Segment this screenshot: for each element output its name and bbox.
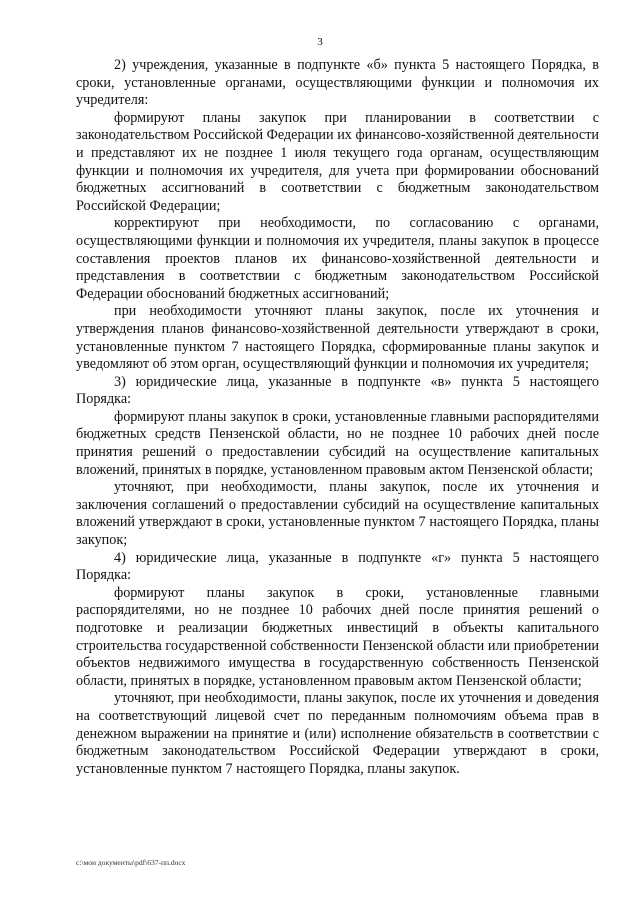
paragraph-item-3: 3) юридические лица, указанные в подпункте «в» пункта 5 настоящего Порядка: <box>76 373 599 408</box>
paragraph-form-plans: формируют планы закупок при планировании в соответствии с законодательством Российской Федерации их финансово-хозяйственной деятельности и представляют их не позднее 1 июля текущего года органам, осуществляющим функции и полномочия их учредителя, для учета при формировании обоснований бюджетных ассигнований в соответствии с бюджетным законодательством Российской Федерации; <box>76 109 599 214</box>
paragraph-refine-plans: при необходимости уточняют планы закупок, после их уточнения и утверждения планов финансово-хозяйственной деятельности утверждают в сроки, установленные пунктом 7 настоящего Порядка, сформированные планы закупок и уведомляют об этом орган, осуществляющий функции и полномочия их учредителя; <box>76 303 599 373</box>
footer-file-path: c:\мои документы\pdf\637-пп.docx <box>76 858 186 867</box>
paragraph-item-2: 2) учреждения, указанные в подпункте «б» пункта 5 настоящего Порядка, в сроки, установленные органами, осуществляющими функции и полномочия их учредителя: <box>76 57 599 109</box>
paragraph-form-plans-investments: формируют планы закупок в сроки, установленные главными распорядителями, но не позднее 10 рабочих дней после принятия решений о подготовке и реализации бюджетных инвестиций в объекты капитального строительства государственной собственности Пензенской области или приобретении объектов недвижимого имущества в государственную собственность Пензенской области, принятых в порядке, установленном правовым актом Пензенской области; <box>76 584 599 689</box>
paragraph-refine-plans-subsidies: уточняют, при необходимости, планы закупок, после их уточнения и заключения соглашений о предоставлении субсидий на осуществление капитальных вложений утверждают в сроки, установленные пунктом 7 настоящего Порядка, планы закупок; <box>76 479 599 549</box>
paragraph-correct-plans: корректируют при необходимости, по согласованию с органами, осуществляющими функции и полномочия их учредителя, планы закупок в процессе составления проектов планов их финансово-хозяйственной деятельности и представления в соответствии с бюджетным законодательством Российской Федерации обоснований бюджетных ассигнований; <box>76 215 599 302</box>
paragraph-refine-plans-investments: уточняют, при необходимости, планы закупок, после их уточнения и доведения на соответствующий лицевой счет по переданным полномочиям объема прав в денежном выражении на принятие и (или) исполнение обязательств в соответствии с бюджетным законодательством Российской Федерации утверждают в сроки, установленные пунктом 7 настоящего Порядка, планы закупок. <box>76 690 599 777</box>
paragraph-item-4: 4) юридические лица, указанные в подпункте «г» пункта 5 настоящего Порядка: <box>76 549 599 584</box>
page-number: 3 <box>317 36 323 48</box>
paragraph-form-plans-subsidies: формируют планы закупок в сроки, установленные главными распорядителями бюджетных средств Пензенской области, но не позднее 10 рабочих дней после принятия решений о предоставлении субсидий на осуществление капитальных вложений, принятых в порядке, установленном правовым актом Пензенской области; <box>76 408 599 478</box>
document-body <box>76 57 599 778</box>
